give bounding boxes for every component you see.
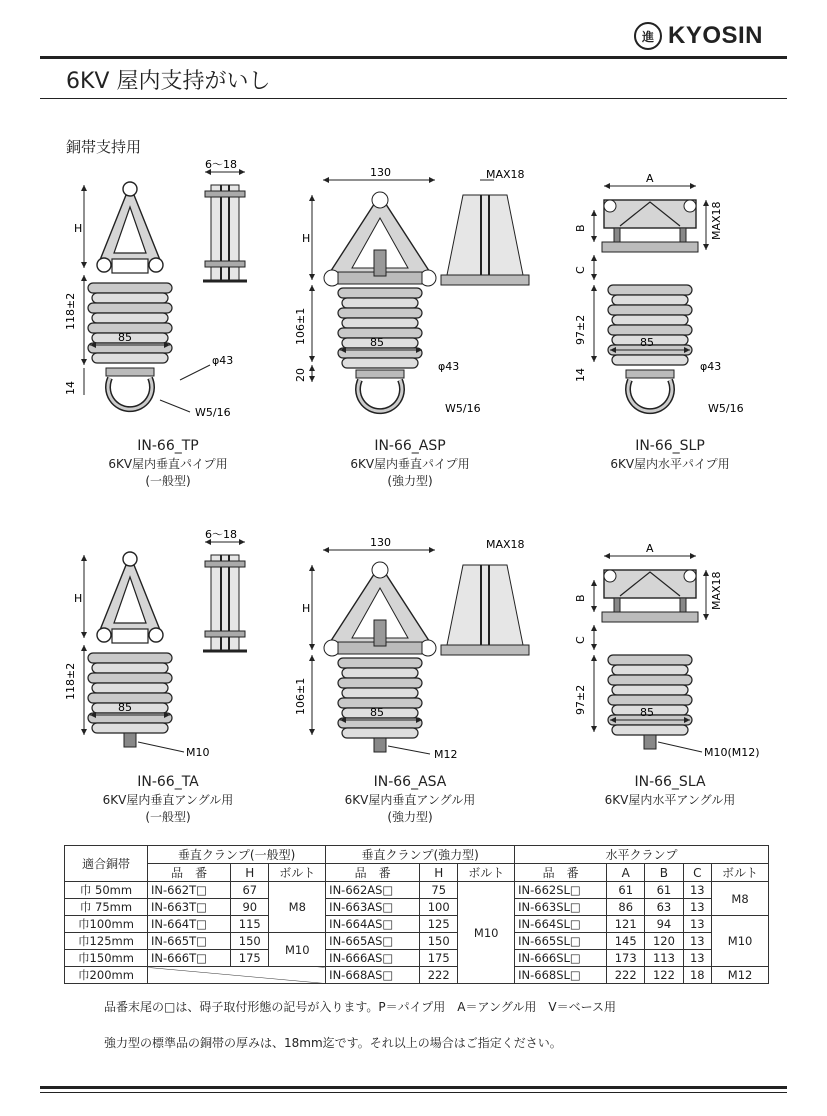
figure-ta-drawing [60, 520, 270, 770]
part-cell: IN-664AS□ [326, 916, 420, 933]
part-cell: IN-668AS□ [326, 967, 420, 984]
b-cell: 63 [645, 899, 683, 916]
dim-max: MAX18 [486, 168, 525, 181]
bolt-cell: M8 [269, 882, 326, 933]
table-row [65, 933, 769, 950]
a-cell: 222 [607, 967, 645, 984]
figure-desc: 6KV屋内水平アングル用 [604, 793, 736, 807]
figure-sla-drawing [570, 520, 780, 770]
header-h: H [420, 864, 458, 882]
header-part: 品 番 [148, 864, 231, 882]
dim-base: 14 [574, 368, 587, 382]
table-row [65, 967, 769, 984]
dim-height: 106±1 [294, 677, 307, 715]
h-cell: 75 [420, 882, 458, 899]
figure-asa-caption [300, 772, 520, 826]
header-part: 品 番 [515, 864, 607, 882]
b-cell: 113 [645, 950, 683, 967]
dim-bolt: M12 [434, 748, 458, 761]
dim-base: 20 [294, 368, 307, 382]
figure-desc: 6KV屋内垂直パイプ用 [108, 457, 228, 471]
part-cell: IN-664SL□ [515, 916, 607, 933]
dim-c: C [574, 266, 587, 274]
table-row [65, 899, 769, 916]
a-cell: 121 [607, 916, 645, 933]
h-cell: 100 [420, 899, 458, 916]
part-cell: IN-668SL□ [515, 967, 607, 984]
header-h: H [231, 864, 269, 882]
dim-dia: φ43 [438, 360, 460, 373]
bolt-cell: M12 [712, 967, 769, 984]
part-cell: IN-663AS□ [326, 899, 420, 916]
dim-height: 106±1 [294, 307, 307, 345]
figure-code: IN-66_SLA [634, 774, 706, 790]
figure-code: IN-66_TP [137, 438, 199, 454]
figure-tp-drawing [60, 150, 270, 430]
dim-a: A [646, 172, 654, 185]
figure-code: IN-66_SLP [635, 438, 705, 454]
b-cell: 61 [645, 882, 683, 899]
band-cell: 巾150mm [65, 950, 148, 967]
figure-type: (強力型) [387, 810, 433, 824]
dim-width: 85 [118, 701, 132, 714]
a-cell: 173 [607, 950, 645, 967]
header-c: C [683, 864, 712, 882]
section-title: 銅帯支持用 [66, 138, 142, 156]
header-a: A [607, 864, 645, 882]
a-cell: 61 [607, 882, 645, 899]
c-cell: 13 [683, 882, 712, 899]
h-cell: 222 [420, 967, 458, 984]
dim-height: 118±2 [64, 662, 77, 700]
dim-dia: φ43 [700, 360, 722, 373]
h-cell: 115 [231, 916, 269, 933]
figure-type: (強力型) [387, 474, 433, 488]
dim-max: MAX18 [710, 571, 723, 610]
dim-h: H [74, 222, 83, 235]
header-band: 適合銅帯 [65, 846, 148, 882]
figure-desc: 6KV屋内水平パイプ用 [610, 457, 730, 471]
header-b: B [645, 864, 683, 882]
dim-thread: W5/16 [195, 406, 231, 419]
empty-cell [148, 967, 326, 984]
figure-asa-drawing [290, 520, 540, 770]
table-row [65, 950, 769, 967]
h-cell: 175 [231, 950, 269, 967]
figure-tp-caption [58, 436, 278, 490]
page-title: 6KV 屋内支持がいし [66, 69, 271, 94]
dim-h: H [74, 592, 83, 605]
a-cell: 145 [607, 933, 645, 950]
figure-type: (一般型) [145, 474, 191, 488]
note-thickness: 強力型の標準品の銅帯の厚みは、18mm迄です。それ以上の場合はご指定ください。 [104, 1036, 562, 1050]
bolt-cell: M8 [712, 882, 769, 916]
figure-desc: 6KV屋内垂直アングル用 [102, 793, 234, 807]
dim-fin: 85 [370, 706, 384, 719]
part-cell: IN-662SL□ [515, 882, 607, 899]
table-row [65, 916, 769, 933]
bottom-rule [40, 1086, 787, 1089]
part-cell: IN-664T□ [148, 916, 231, 933]
dim-height: 97±2 [574, 684, 587, 715]
part-cell: IN-665SL□ [515, 933, 607, 950]
dim-width: 85 [118, 331, 132, 344]
figure-sla-caption [560, 772, 780, 809]
bolt-cell: M10 [269, 933, 326, 967]
header-part: 品 番 [326, 864, 420, 882]
title-rule [40, 98, 787, 99]
dim-width: 130 [370, 536, 391, 549]
figure-asp-drawing [290, 150, 540, 430]
dim-fin: 85 [640, 336, 654, 349]
figure-code: IN-66_ASP [374, 438, 446, 454]
part-cell: IN-665T□ [148, 933, 231, 950]
h-cell: 150 [231, 933, 269, 950]
dim-height: 97±2 [574, 314, 587, 345]
part-cell: IN-666T□ [148, 950, 231, 967]
header-bolt: ボルト [712, 864, 769, 882]
dim-bolt: M10 [186, 746, 210, 759]
h-cell: 150 [420, 933, 458, 950]
part-cell: IN-665AS□ [326, 933, 420, 950]
band-cell: 巾 75mm [65, 899, 148, 916]
header-vertical-standard: 垂直クランプ(一般型) [148, 846, 326, 864]
c-cell: 18 [683, 967, 712, 984]
part-cell: IN-662T□ [148, 882, 231, 899]
brand-name: KYOSIN [667, 22, 763, 49]
figure-desc: 6KV屋内垂直アングル用 [344, 793, 476, 807]
b-cell: 120 [645, 933, 683, 950]
dim-c: C [574, 636, 587, 644]
header-bolt: ボルト [269, 864, 326, 882]
dim-thread: W5/16 [445, 402, 481, 415]
header-horizontal: 水平クランプ [515, 846, 769, 864]
c-cell: 13 [683, 899, 712, 916]
b-cell: 122 [645, 967, 683, 984]
dim-gap: 6～18 [205, 158, 237, 171]
table-row [65, 882, 769, 899]
brand-logo [634, 22, 763, 50]
dim-bolt: M10(M12) [704, 746, 760, 759]
bolt-cell: M10 [712, 916, 769, 967]
brand-seal: 進 [634, 22, 662, 50]
b-cell: 94 [645, 916, 683, 933]
dim-fin: 85 [370, 336, 384, 349]
header-vertical-strong: 垂直クランプ(強力型) [326, 846, 515, 864]
part-cell: IN-663T□ [148, 899, 231, 916]
dim-width: 130 [370, 166, 391, 179]
dim-gap: 6～18 [205, 528, 237, 541]
figure-code: IN-66_TA [137, 774, 199, 790]
figure-slp-drawing [570, 150, 780, 430]
c-cell: 13 [683, 933, 712, 950]
dim-h: H [302, 602, 311, 615]
dim-b: B [574, 594, 587, 602]
part-cell: IN-663SL□ [515, 899, 607, 916]
band-cell: 巾 50mm [65, 882, 148, 899]
dim-max: MAX18 [710, 201, 723, 240]
h-cell: 67 [231, 882, 269, 899]
header-bolt: ボルト [458, 864, 515, 882]
band-cell: 巾100mm [65, 916, 148, 933]
figure-slp-caption [560, 436, 780, 473]
dim-thread: W5/16 [708, 402, 744, 415]
dim-fin: 85 [640, 706, 654, 719]
band-cell: 巾125mm [65, 933, 148, 950]
dim-max: MAX18 [486, 538, 525, 551]
figure-type: (一般型) [145, 810, 191, 824]
dim-a: A [646, 542, 654, 555]
top-rule [40, 56, 787, 59]
bottom-rule-thin [40, 1092, 787, 1093]
h-cell: 175 [420, 950, 458, 967]
band-cell: 巾200mm [65, 967, 148, 984]
part-cell: IN-662AS□ [326, 882, 420, 899]
a-cell: 86 [607, 899, 645, 916]
c-cell: 13 [683, 950, 712, 967]
part-cell: IN-666AS□ [326, 950, 420, 967]
dim-h: H [302, 232, 311, 245]
part-cell: IN-666SL□ [515, 950, 607, 967]
c-cell: 13 [683, 916, 712, 933]
figure-code: IN-66_ASA [373, 774, 447, 790]
figure-ta-caption [58, 772, 278, 826]
h-cell: 125 [420, 916, 458, 933]
dim-dia: φ43 [212, 354, 234, 367]
figure-desc: 6KV屋内垂直パイプ用 [350, 457, 470, 471]
dim-b: B [574, 224, 587, 232]
figure-asp-caption [300, 436, 520, 490]
note-suffix: 品番末尾の□は、碍子取付形態の記号が入ります。P＝パイプ用 A＝アングル用 V＝ベース用 [104, 1000, 616, 1014]
bolt-cell: M10 [458, 882, 515, 984]
dim-base: 14 [64, 381, 77, 395]
dim-height: 118±2 [64, 292, 77, 330]
h-cell: 90 [231, 899, 269, 916]
spec-table [64, 845, 769, 984]
